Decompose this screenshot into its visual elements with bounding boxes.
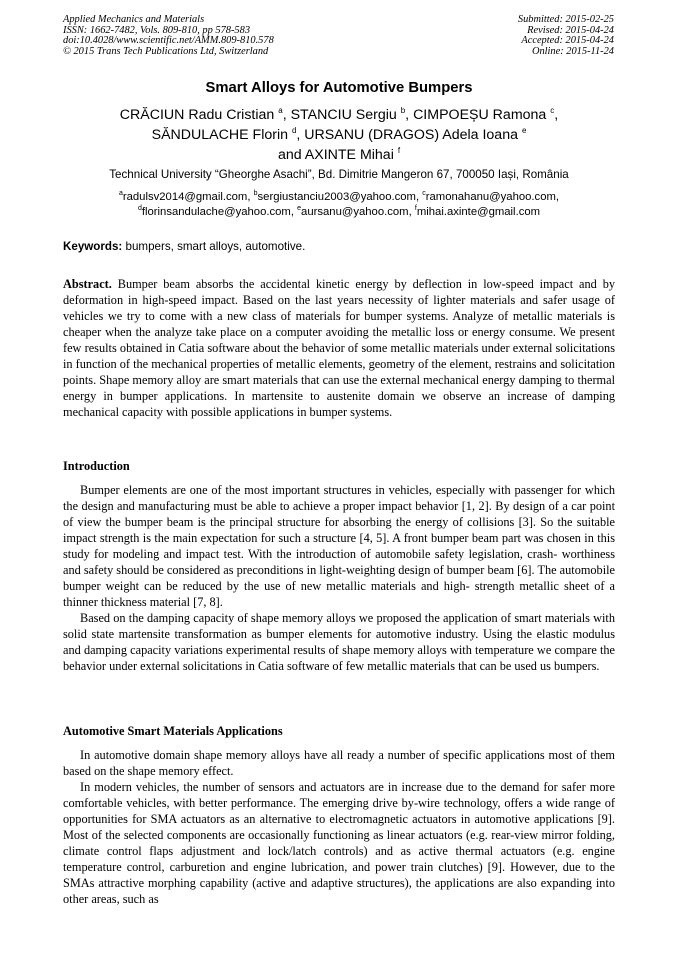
author-name: CIMPOEȘU Ramona [413,107,547,123]
keywords-label: Keywords: [63,240,123,253]
author-name: and AXINTE Mihai [277,147,394,163]
email-mark: f [414,205,417,212]
introduction-section [63,482,615,674]
paragraph: Bumper elements are one of the most important structures in vehicles, especially with passenger for which the design and manufacturing must be able to achieve a proper impact behavior [1, 2]. By design of a car point of view the bumper beam is the principal structure for absorbing the energy of collisions [3]. So the suitable impact strength is the main expectation for such a structure [4, 5]. A front bumper beam part was chosen in this study for modeling and impact test. With the introduction of automobile safety legislation, crash- worthiness and safety should be considered as preconditions in light-weighting design of bumper beam [6]. The automobile bumper weight can be reduced by the use of new metallic materials and high- strength metallic sheet of a thinner thickness material [7, 8]. [63,483,615,609]
author-line-2 [0,125,678,145]
email-mark: b [253,190,258,197]
submitted-date: Submitted: 2015-02-25 [517,14,614,25]
author-name: SĂNDULACHE Florin [151,127,288,143]
author-separator: , [296,127,305,143]
email-address[interactable]: sergiustanciu2003@yahoo.com [257,191,416,203]
journal-info [63,15,274,57]
author-separator: , [405,107,414,123]
email-line-1 [0,190,678,205]
email-mark: a [118,190,123,197]
author-line-1 [0,105,678,125]
author-mark: e [521,126,527,135]
paragraph: In automotive domain shape memory alloys have all ready a number of specific applications most of them based on the shape memory effect. [63,748,615,778]
automotive-applications-section [63,747,615,907]
copyright-line: © 2015 Trans Tech Publications Ltd, Switzerland [63,45,269,57]
introduction-heading: Introduction [63,459,130,473]
author-separator: , [282,107,291,123]
author-name: URSANU (DRAGOS) Adela Ioana [304,127,518,143]
abstract-text: Bumper beam absorbs the accidental kinetic energy by deflection in low-speed impact and by deformation in high-speed impact. Based on the last years necessity of lighter materials and safer usage of vehicles we try to come with a new class of materials for bumper systems. Analyze of metallic materials is cheaper when the analyze take place on a computer avoiding the metallic loss or energy consume. We present few results obtained in Catia software about the behavior of some metallic materials under external solicitations in function of the mechanical properties of metallic elements, geometry of the element, restrains and solicitation points. Shape memory alloy are smart materials that can use the external mechanical energy damping to thermal energy in bumper applications. In martensite to austenite domain we observe an increase of damping mechanical capacity with possible applications in bumper systems. [63,277,616,419]
keywords-text: bumpers, smart alloys, automotive. [125,240,306,253]
online-date: Online: 2015-11-24 [531,45,614,57]
keywords [63,240,615,253]
revised-date: Revised: 2015-04-24 [527,24,614,36]
email-mark: d [137,205,142,212]
dates-info [518,15,614,57]
email-separator: , [408,206,415,218]
author-name: STANCIU Sergiu [290,107,397,123]
author-mark: b [400,106,406,115]
affiliation: Technical University “Gheorghe Asachi”, Bd. Dimitrie Mangeron 67, 700050 Iași, România [109,168,569,181]
issn-line: ISSN: 1662-7482, Vols. 809-810, pp 578-583 [63,24,251,36]
email-address[interactable]: radulsv2014@gmail.com [122,191,248,203]
email-separator: , [415,191,423,203]
email-separator: , [290,206,298,218]
doi-line[interactable]: doi:10.4028/www.scientific.net/AMM.809-810.578 [63,35,274,47]
author-mark: d [291,126,297,135]
author-mark: a [278,106,283,115]
automotive-applications-heading: Automotive Smart Materials Applications [63,724,283,738]
accepted-date: Accepted: 2015-04-24 [521,35,614,47]
email-address[interactable]: mihai.axinte@gmail.com [416,206,541,218]
email-address[interactable]: florinsandulache@yahoo.com [141,206,291,218]
abstract-label: Abstract. [63,277,112,291]
abstract-paragraph [63,276,615,420]
author-mark: c [550,106,555,115]
paragraph: Based on the damping capacity of shape memory alloys we proposed the application of smart materials with solid state martensite transformation as bumper elements for automotive industry. Using the elastic modulus and damping capacity variations experimental results of shape memory alloys with temperature we compare the behavior under external solicitations in Catia software of few metallic materials that can be used us bumpers. [63,611,615,673]
author-separator: , [554,107,559,123]
email-separator: , [555,191,560,203]
email-mark: e [297,205,302,212]
email-address[interactable]: ramonahanu@yahoo.com [425,191,556,203]
email-line-2 [0,205,678,220]
author-line-3 [0,145,678,165]
email-separator: , [247,191,254,203]
abstract [63,276,615,420]
paragraph: In modern vehicles, the number of sensors and actuators are in increase due to the demand for safer more comfortable vehicles, with better performance. The emerging drive by-wire technology, offers a wide range of opportunities for SMA actuators as an alternative to electromagnetic actuators in automotive applications [9]. Most of the selected components are occasionally functioning as linear actuators (e.g. rear-view mirror folding, climate control flaps adjustment and lock/latch controls) and as active thermal actuators (e.g. engine temperature control, carburetion and engine lubrication, and power train clutches) [9]. However, due to the SMAs attractive morphing capability (active and adaptive structures), the applications are also expanding into other areas, such as [63,780,615,906]
author-emails [0,190,678,220]
author-mark: f [397,146,401,155]
email-mark: c [422,190,426,197]
email-address[interactable]: aursanu@yahoo.com [301,206,409,218]
author-name: CRĂCIUN Radu Cristian [119,107,275,123]
journal-name: Applied Mechanics and Materials [63,14,205,25]
paper-title: Smart Alloys for Automotive Bumpers [205,80,473,96]
author-list [0,105,678,165]
